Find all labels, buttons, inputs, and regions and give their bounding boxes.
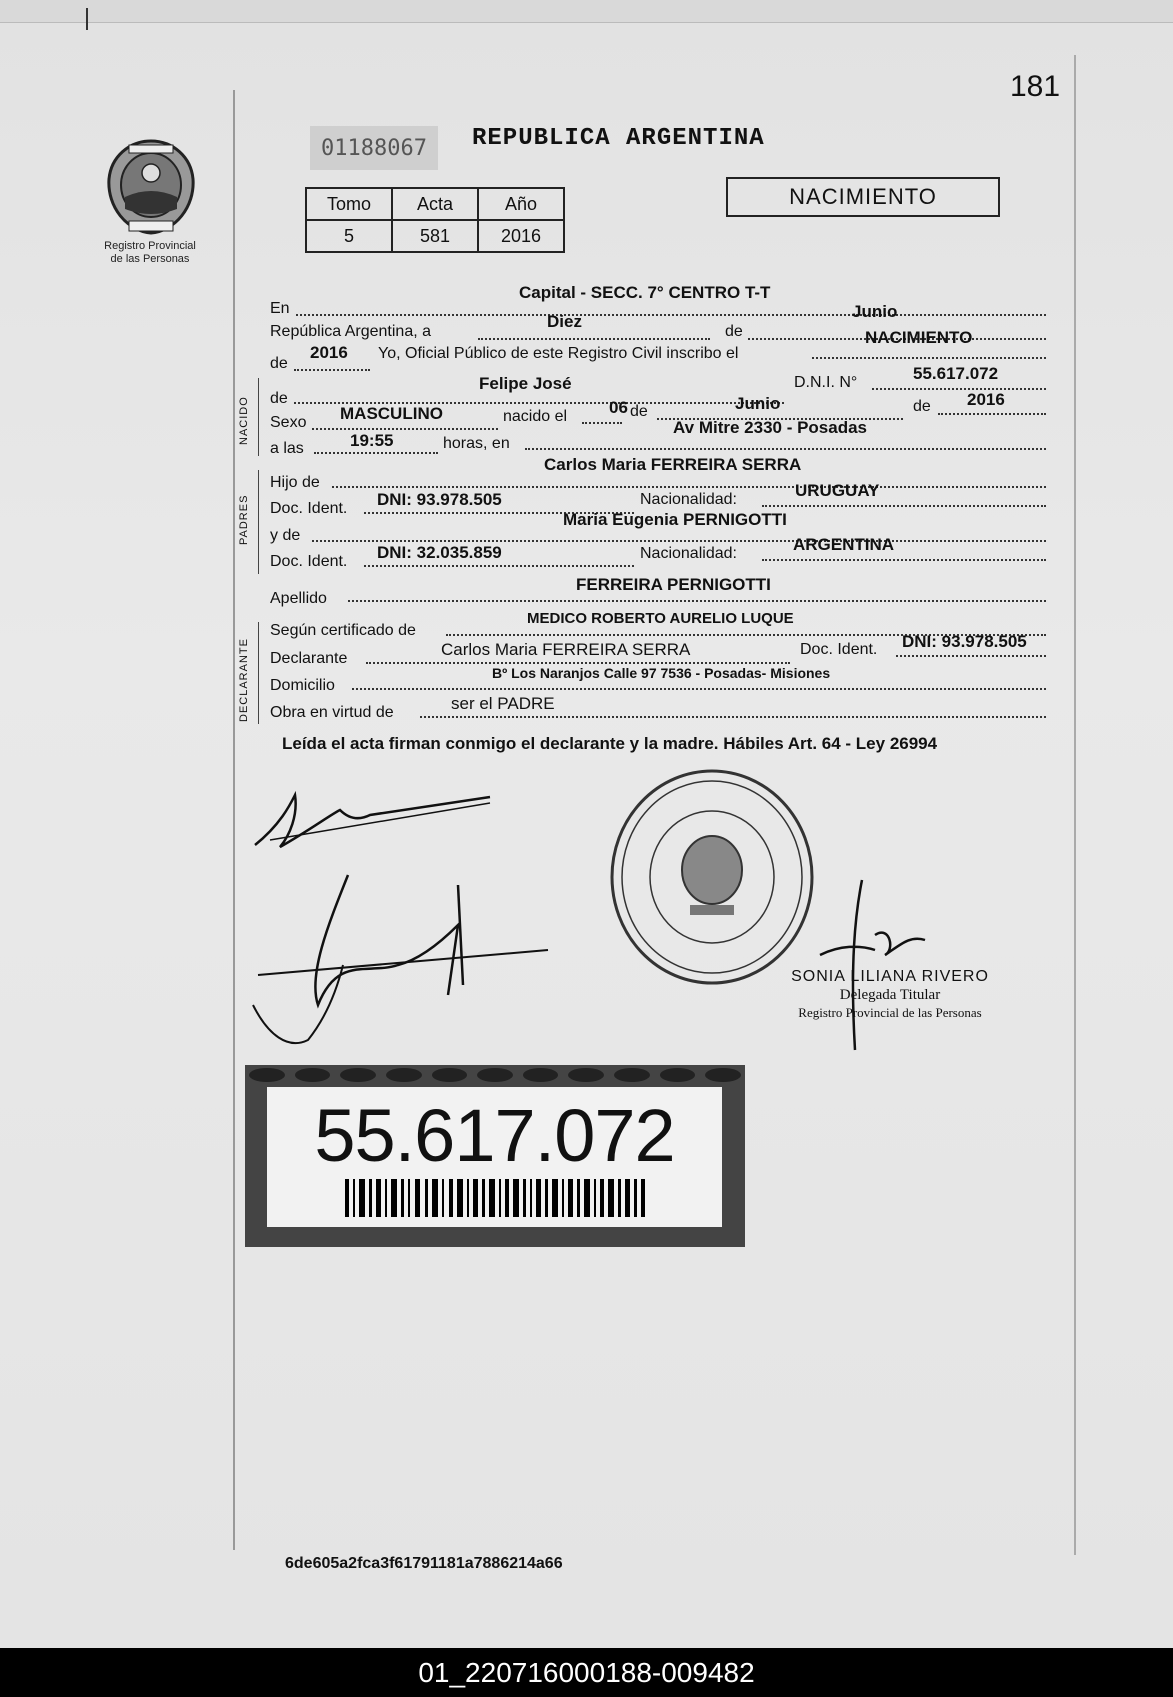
birth-month-value: Junio (735, 394, 781, 413)
dni-label: D.N.I. N° (794, 374, 858, 391)
top-margin (0, 0, 1173, 23)
right-margin-rule (1074, 55, 1076, 1555)
dotted-line (525, 448, 1046, 450)
section-bracket (258, 470, 265, 574)
official-stamp-icon (605, 765, 820, 990)
dotted-line (478, 338, 710, 340)
sexo-label: Sexo (270, 414, 307, 431)
inscribo-label: Yo, Oficial Público de este Registro Civil inscribo el (378, 345, 739, 362)
domicilio-label: Domicilio (270, 677, 335, 694)
security-band (245, 1065, 745, 1085)
barcode-icon (345, 1179, 645, 1217)
child-name-value: Felipe José (479, 374, 572, 393)
official-name: SONIA LILIANA RIVERO (791, 968, 989, 985)
header-acta: Acta (392, 188, 478, 220)
republica-label: República Argentina, a (270, 323, 431, 340)
signature-declarante (250, 785, 500, 855)
section-label-padres: PADRES (238, 494, 250, 545)
apellido-value: FERREIRA PERNIGOTTI (576, 575, 771, 594)
dotted-line (420, 716, 1046, 718)
declarante-value: Carlos Maria FERREIRA SERRA (441, 640, 691, 659)
dotted-line (312, 540, 1046, 542)
child-dni-value: 55.617.072 (913, 364, 999, 383)
declarante-doc-value: DNI: 93.978.505 (902, 632, 1027, 651)
left-margin-rule (233, 90, 235, 1550)
birth-day-value: 06 (609, 398, 628, 417)
header-tomo: Tomo (306, 188, 392, 220)
place-value: Capital - SECC. 7° CENTRO T-T (519, 283, 771, 302)
certificado-value: MEDICO ROBERTO AURELIO LUQUE (527, 610, 794, 627)
seal-caption (90, 240, 210, 266)
mother-doc-value: DNI: 32.035.859 (377, 543, 502, 562)
doc-ident-label: Doc. Ident. (270, 500, 348, 517)
nacionalidad-label: Nacionalidad: (640, 491, 737, 508)
section-bracket (258, 622, 265, 724)
de-label: de (270, 390, 288, 407)
father-nationality-value: URUGUAY (795, 481, 880, 500)
declarante-label: Declarante (270, 650, 348, 667)
inscribo-value: NACIMIENTO (865, 328, 973, 347)
obra-label: Obra en virtud de (270, 704, 394, 721)
seal-caption-line2: de las Personas (110, 253, 190, 265)
horas-label: horas, en (443, 435, 510, 452)
de-label: de (725, 323, 743, 340)
section-label-nacido: NACIDO (238, 396, 250, 445)
country-title: REPUBLICA ARGENTINA (472, 125, 765, 152)
month-value: Junio (852, 302, 898, 321)
header-ano: Año (478, 188, 564, 220)
dotted-line (762, 559, 1046, 561)
registry-table (305, 187, 565, 253)
page-number: 181 (1010, 70, 1061, 103)
doc-ident-label: Doc. Ident. (270, 553, 348, 570)
sexo-value: MASCULINO (340, 404, 443, 423)
hijo-de-label: Hijo de (270, 474, 320, 491)
official-title: Delegada Titular (839, 987, 941, 1003)
dotted-line (348, 600, 1046, 602)
footer-filename: 01_220716000188-009482 (0, 1648, 1173, 1697)
a-las-label: a las (270, 440, 304, 457)
record-type-box: NACIMIENTO (726, 177, 1000, 217)
y-de-label: y de (270, 527, 301, 544)
seal-caption-line1: Registro Provincial (104, 240, 196, 252)
dotted-line (364, 565, 634, 567)
section-bracket (258, 378, 265, 456)
dotted-line (314, 452, 438, 454)
dotted-line (812, 357, 1046, 359)
barcode-label (267, 1087, 722, 1227)
official-office: Registro Provincial de las Personas (798, 1005, 982, 1020)
dotted-line (762, 505, 1046, 507)
apellido-label: Apellido (270, 590, 327, 607)
de-label: de (913, 398, 931, 415)
value-tomo: 5 (306, 220, 392, 252)
value-acta: 581 (392, 220, 478, 252)
de-label: de (270, 355, 288, 372)
dotted-line (332, 486, 1046, 488)
year-value: 2016 (310, 343, 348, 362)
signature-madre (248, 865, 558, 1055)
de-label: de (630, 403, 648, 420)
certificado-label: Según certificado de (270, 622, 416, 639)
obra-value: ser el PADRE (451, 694, 555, 713)
dotted-line (312, 428, 498, 430)
nacionalidad-label: Nacionalidad: (640, 545, 737, 562)
dotted-line (872, 388, 1046, 390)
official-block (765, 968, 1015, 1022)
signature-official (800, 875, 940, 1055)
dotted-line (296, 314, 1046, 316)
domicilio-value: Bº Los Naranjos Calle 97 7536 - Posadas- Misiones (492, 665, 831, 681)
mother-name-value: Maria Eugenia PERNIGOTTI (563, 510, 787, 529)
misiones-seal-icon (103, 137, 199, 237)
en-label: En (270, 300, 290, 317)
dotted-line (582, 422, 622, 424)
section-label-declarante: DECLARANTE (238, 638, 250, 722)
dotted-line (366, 662, 790, 664)
nacido-el-label: nacido el (503, 408, 568, 425)
mother-nationality-value: ARGENTINA (793, 535, 895, 554)
doc-ident-label: Doc. Ident. (800, 641, 878, 658)
value-ano: 2016 (478, 220, 564, 252)
serial-number: 01188067 (310, 126, 438, 170)
closing-statement: Leída el acta firman conmigo el declarante y la madre. Hábiles Art. 64 - Ley 26994 (282, 734, 938, 753)
margin-tick (86, 8, 88, 30)
time-value: 19:55 (350, 431, 394, 450)
birth-place-value: Av Mitre 2330 - Posadas (673, 418, 868, 437)
father-name-value: Carlos Maria FERREIRA SERRA (544, 455, 802, 474)
dotted-line (938, 413, 1046, 415)
father-doc-value: DNI: 93.978.505 (377, 490, 502, 509)
dotted-line (352, 688, 1046, 690)
dotted-line (896, 655, 1046, 657)
document-hash: 6de605a2fca3f61791181a7886214a66 (285, 1555, 563, 1572)
dotted-line (294, 369, 370, 371)
dni-barcode-card (245, 1065, 745, 1247)
birth-year-value: 2016 (967, 390, 1005, 409)
barcode-number: 55.617.072 (314, 1094, 675, 1177)
day-value: Diez (547, 312, 582, 331)
